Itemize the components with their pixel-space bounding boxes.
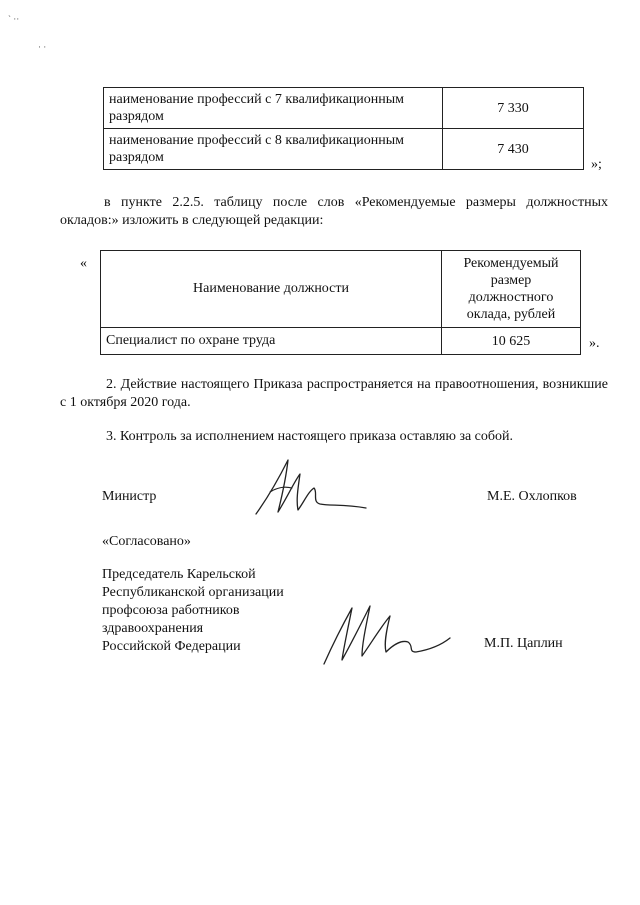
scan-artifact: ` ·· <box>8 14 20 24</box>
chair-title-line: Республиканской организации <box>102 585 284 600</box>
chair-name: М.П. Цаплин <box>484 636 563 651</box>
table-cell-value: 7 430 <box>443 129 584 170</box>
quote-close-mark: »; <box>591 157 602 172</box>
table-cell-name: наименование профессий с 8 квалификационным разрядом <box>104 129 443 170</box>
minister-title: Министр <box>102 489 157 504</box>
table-cell-name: Специалист по охране труда <box>101 328 442 355</box>
minister-name: М.Е. Охлопков <box>487 489 577 504</box>
table-row <box>101 328 581 355</box>
quote-open-mark: « <box>80 256 87 271</box>
table-header-row <box>101 251 581 328</box>
paragraph-effective-date: 2. Действие настоящего Приказа распространяется на правоотношения, возникшие с 1 октября 2020 года. <box>60 377 608 410</box>
agreed-label: «Согласовано» <box>102 534 191 549</box>
amendment-paragraph: в пункте 2.2.5. таблицу после слов «Рекомендуемые размеры должностных окладов:» изложить в следующей редакции: <box>60 195 608 228</box>
chair-signature-icon <box>318 596 454 668</box>
scan-artifact: · · <box>38 42 47 52</box>
table-cell-value: 10 625 <box>442 328 581 355</box>
table-cell-name: наименование профессий с 7 квалификационным разрядом <box>104 88 443 129</box>
table-header-name: Наименование должности <box>101 251 442 328</box>
paragraph-control: 3. Контроль за исполнением настоящего приказа оставляю за собой. <box>106 429 514 444</box>
chair-title-block <box>102 566 284 656</box>
chair-title-line: Российской Федерации <box>102 639 241 654</box>
table-row <box>104 88 584 129</box>
quote-close-mark: ». <box>589 336 600 351</box>
qualification-table <box>103 87 584 170</box>
minister-signature-icon <box>248 452 370 520</box>
chair-title-line: здравоохранения <box>102 621 204 636</box>
table-cell-value: 7 330 <box>443 88 584 129</box>
table-header-value: Рекомендуемый размер должностного оклада, рублей <box>442 251 581 328</box>
chair-title-line: профсоюза работников <box>102 603 240 618</box>
table-row <box>104 129 584 170</box>
position-salary-table <box>100 250 581 355</box>
chair-title-line: Председатель Карельской <box>102 567 256 582</box>
